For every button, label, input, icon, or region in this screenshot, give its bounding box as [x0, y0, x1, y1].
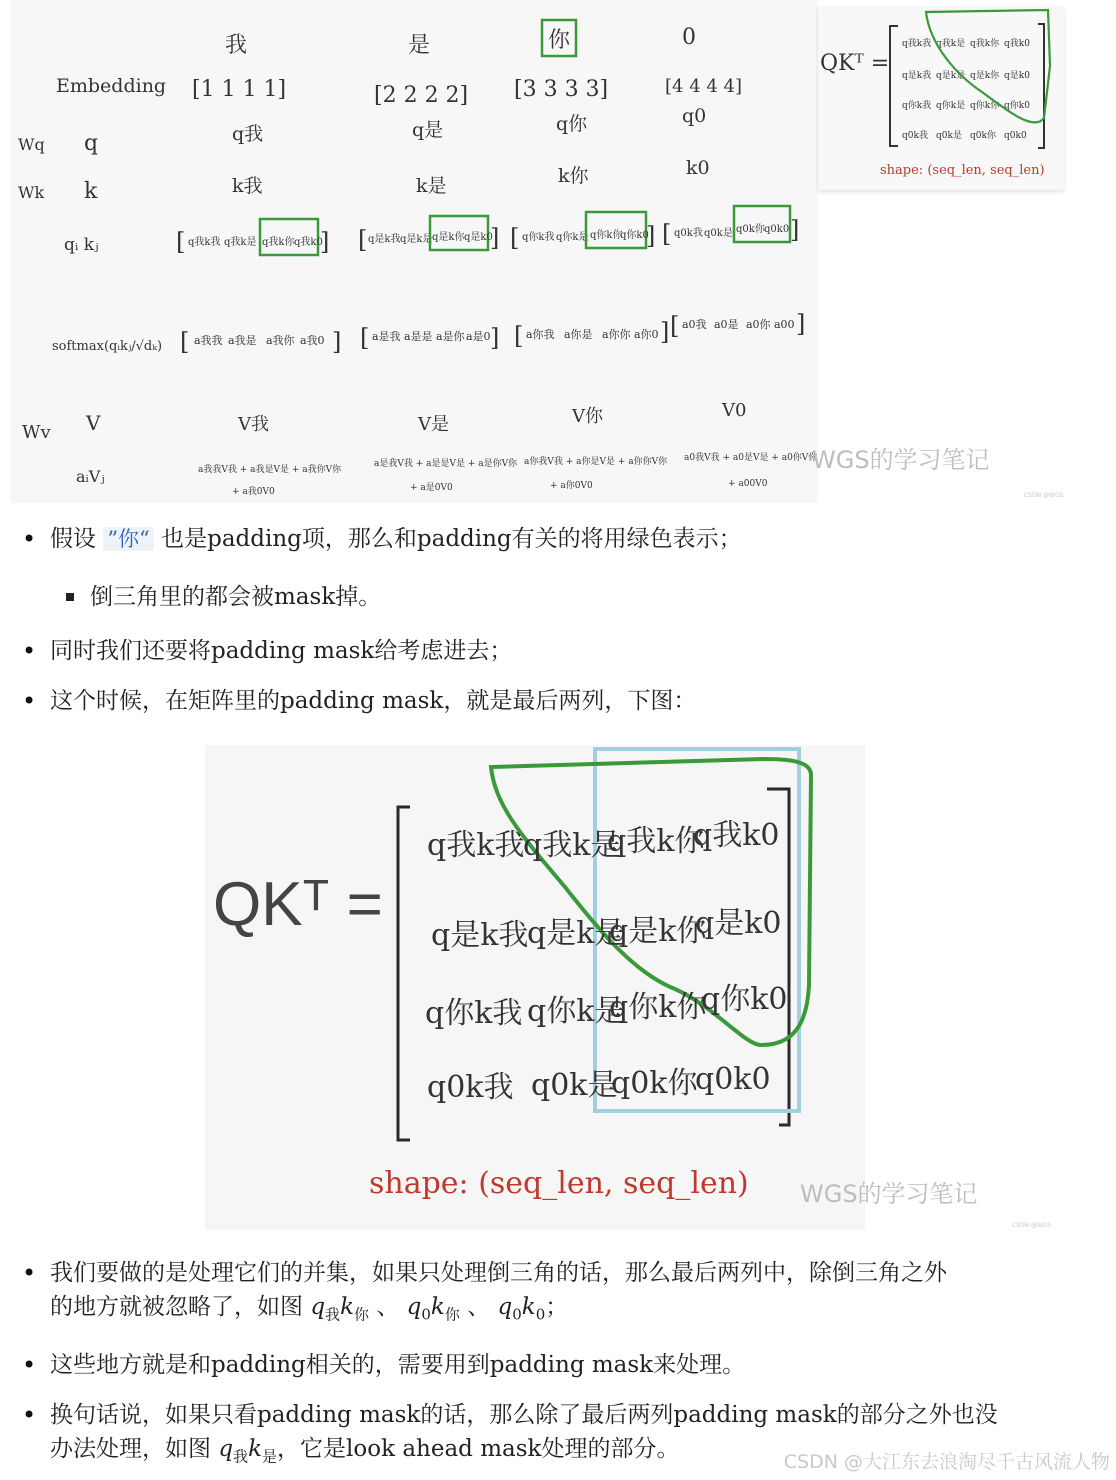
bullet-list-4 — [20, 1256, 1080, 1332]
softmax-value: a我你 — [266, 334, 295, 347]
svg-text:[: [ — [180, 328, 190, 356]
matrix-cell: q我k0 — [693, 818, 780, 853]
bullet-text: 我们要做的是处理它们的并集，如果只处理倒三角的话，那么最后两列中，除倒三角之外 — [50, 1260, 947, 1286]
mini-cell: q我k你 — [970, 39, 1000, 49]
v-value: V是 — [418, 414, 449, 435]
matrix-cell: q0k我 — [427, 1070, 514, 1105]
svg-text:]: ] — [320, 228, 330, 256]
matrix-cell: q0k0 — [695, 1062, 771, 1097]
bullet-list-3 — [20, 684, 1080, 718]
softmax-value: a你我 — [526, 328, 555, 341]
qk-value: q0k是 — [704, 228, 733, 239]
mini-cell: q是k是 — [936, 71, 966, 81]
bullet-text: 假设 — [50, 526, 104, 552]
token-label: 你 — [548, 28, 571, 53]
softmax-value: a是是 — [404, 330, 433, 343]
wk-label: Wk — [18, 183, 45, 202]
mini-cell: q是k你 — [970, 71, 1000, 81]
av-row-label: aᵢVⱼ — [76, 467, 105, 486]
q-value: q是 — [412, 119, 444, 141]
matrix-cell: q我k我 — [427, 828, 525, 863]
inline-code: ”你“ — [103, 527, 153, 551]
q-value: q我 — [232, 123, 264, 145]
mini-cell: q0k你 — [970, 131, 996, 141]
matrix-cell: q我k你 — [607, 824, 705, 859]
qkt-matrix-cells — [425, 818, 787, 1105]
svg-text:]: ] — [790, 216, 800, 244]
mini-shape-label: shape: (seq_len, seq_len) — [880, 163, 1045, 178]
bullet-text: 这个时候，在矩阵里的padding mask，就是最后两列，下图： — [50, 688, 697, 714]
softmax-value: a00 — [774, 318, 795, 331]
bullet-text: 的地方就被忽略了，如图 — [50, 1294, 311, 1320]
csdn-footer-watermark: CSDN @大江东去浪淘尽千古风流人物 — [783, 1451, 1110, 1473]
list-item — [20, 522, 1080, 556]
k-value: k你 — [558, 165, 589, 187]
v-value: V你 — [572, 406, 603, 427]
matrix-cell: q0k是 — [531, 1068, 618, 1103]
matrix-cell: q是k0 — [695, 906, 782, 941]
qk-row-label: qᵢ kⱼ — [64, 235, 99, 255]
attention-steps-figure — [10, 0, 818, 503]
svg-text:]: ] — [490, 224, 500, 252]
mini-cell: q是k0 — [1004, 71, 1030, 81]
k-value: k0 — [686, 157, 710, 179]
av-value: + a是0V0 — [410, 483, 453, 493]
mini-cell: q你k我 — [902, 101, 932, 111]
mini-cell: q你k是 — [936, 101, 966, 111]
av-value: a0我V我 + a0是V是 + a0你V你 — [684, 453, 818, 463]
qk-value: q你k你 — [590, 230, 623, 241]
qk-value: q0k我 — [674, 228, 703, 239]
q-row-label: q — [84, 131, 99, 156]
av-value: + a00V0 — [728, 479, 768, 489]
embedding-value: [3 3 3 3] — [514, 77, 609, 102]
qk-value: q我k我 — [188, 237, 221, 248]
qk-value: q是k是 — [400, 234, 433, 245]
mini-cell: q我k0 — [1004, 39, 1030, 49]
matrix-cell: q我k是 — [523, 828, 621, 863]
bullet-list-5 — [20, 1348, 1080, 1382]
av-value: a你我V我 + a你是V是 + a你你V你 — [524, 457, 668, 467]
token-label: 是 — [408, 33, 431, 58]
v-value: V0 — [722, 400, 747, 421]
bullet-list-2 — [20, 634, 1080, 668]
mini-cell: q是k我 — [902, 71, 932, 81]
qk-value: q你k0 — [620, 230, 649, 241]
q-value: q你 — [556, 113, 588, 135]
matrix-cell: q是k我 — [431, 918, 529, 953]
k-row-label: k — [84, 179, 98, 204]
svg-text:[: [ — [514, 322, 524, 350]
svg-text:[: [ — [670, 312, 680, 340]
softmax-value: a你是 — [564, 328, 593, 341]
v-value: V我 — [238, 414, 269, 435]
math-expr: $q_我k_你$ — [310, 1294, 370, 1324]
matrix-cell: q0k你 — [611, 1066, 698, 1101]
mini-cell: q0k是 — [936, 131, 962, 141]
softmax-row-label: softmax(qᵢkⱼ/√dₖ) — [52, 339, 163, 354]
list-item: • 换句话说，如果只看padding mask的话，那么除了最后两列padding mask的部分之外也没 办法处理，如图 $q_我k_是$，它是look ahead mask处理的部分。 — [20, 1398, 1080, 1474]
mini-cell: q0k我 — [902, 131, 928, 141]
mini-cell: q我k我 — [902, 39, 932, 49]
bullet-text: 换句话说，如果只看padding mask的话，那么除了最后两列padding mask的部分之外也没 — [50, 1402, 998, 1428]
mini-cell: q0k0 — [1004, 131, 1027, 141]
qk-value: q你k我 — [522, 232, 555, 243]
watermark-tiny: CSDN @WGS — [1012, 1222, 1052, 1229]
av-value: a我我V我 + a我是V是 + a我你V你 — [198, 465, 342, 475]
svg-text:]: ] — [646, 222, 656, 250]
k-value: k是 — [416, 175, 447, 197]
av-value: + a我0V0 — [232, 487, 275, 497]
embedding-value: [2 2 2 2] — [374, 83, 469, 108]
mini-cell: q我k是 — [936, 39, 966, 49]
svg-text:[: [ — [358, 226, 368, 254]
qkt-matrix-figure — [205, 745, 865, 1230]
embedding-value: [1 1 1 1] — [192, 77, 287, 102]
softmax-value: a我是 — [228, 334, 257, 347]
mini-matrix — [902, 37, 1030, 141]
softmax-value: a是0 — [466, 330, 491, 343]
bullet-text: 也是padding项，那么和padding有关的将用绿色表示； — [153, 526, 742, 552]
qk-value: q你k是 — [556, 232, 589, 243]
attention-steps-drawing — [10, 0, 818, 503]
v-row-label: V — [86, 411, 101, 435]
list-item — [20, 1348, 1080, 1382]
bullet-text: 这些地方就是和padding相关的，需要用到padding mask来处理。 — [50, 1352, 746, 1378]
list-item — [20, 634, 1080, 668]
math-expr: $q_0k_你$ — [406, 1294, 460, 1324]
softmax-value: a0我 — [682, 318, 707, 331]
softmax-value: a是我 — [372, 330, 401, 343]
matrix-cell: q是k你 — [609, 914, 707, 949]
matrix-cell: q是k是 — [527, 916, 625, 951]
k-value: k我 — [232, 175, 263, 197]
qkt-matrix-drawing — [205, 745, 865, 1230]
matrix-cell: q你k0 — [701, 982, 788, 1017]
qk-value: q我k你 — [262, 237, 295, 248]
svg-text:]: ] — [490, 324, 500, 352]
qk-value: q是k你 — [432, 232, 465, 243]
softmax-value: a你0 — [634, 328, 659, 341]
softmax-value: a0你 — [746, 318, 771, 331]
token-label: 我 — [225, 33, 248, 58]
av-value: a是我V我 + a是是V是 + a是你V你 — [374, 459, 518, 469]
softmax-value: a你你 — [602, 328, 631, 341]
qkt-label: QKᵀ = — [820, 51, 890, 76]
matrix-cell: q你k是 — [527, 994, 625, 1029]
softmax-value: a我我 — [194, 334, 223, 347]
svg-text:[: [ — [176, 228, 186, 256]
softmax-value: a我0 — [300, 334, 325, 347]
sub-list-item: 倒三角里的都会被mask掉。 — [62, 580, 381, 614]
qkt-big-label: QKᵀ = — [213, 870, 383, 939]
matrix-cell: q你k我 — [425, 996, 523, 1031]
bullet-list-1 — [20, 522, 1080, 556]
wq-label: Wq — [18, 135, 45, 154]
matrix-cell: q你k你 — [609, 990, 707, 1025]
softmax-value: a0是 — [714, 318, 739, 331]
left-bracket — [398, 807, 410, 1140]
qk-value: q是k我 — [368, 234, 401, 245]
shape-label: shape: (seq_len, seq_len) — [369, 1166, 749, 1201]
svg-text:[: [ — [510, 224, 520, 252]
list-item: • 我们要做的是处理它们的并集，如果只处理倒三角的话，那么最后两列中，除倒三角之外 的地方就被忽略了，如图 $q_我k_你$ 、 $q_0k_你$ 、 $q_0k_0$； — [20, 1256, 1080, 1332]
watermark-tiny: CSDN @WGS — [1024, 492, 1064, 499]
watermark: WGS的学习笔记 — [800, 1180, 978, 1208]
math-expr: $q_我k_是$ — [218, 1436, 278, 1466]
math-expr: $q_0k_0$ — [497, 1294, 546, 1324]
svg-text:]: ] — [332, 328, 342, 356]
av-value: + a你0V0 — [550, 481, 593, 491]
q-value: q0 — [682, 105, 707, 127]
bullet-text: 办法处理，如图 — [50, 1436, 219, 1462]
qkt-mini-figure — [818, 6, 1064, 190]
token-label: 0 — [682, 25, 696, 50]
qk-value: q是k0 — [464, 232, 493, 243]
mini-cell: q你k你 — [970, 101, 1000, 111]
softmax-value: a是你 — [436, 330, 465, 343]
list-item — [20, 684, 1080, 718]
qk-value: q我k0 — [294, 237, 323, 248]
qk-value: q0k你 — [736, 224, 765, 235]
mini-cell: q你k0 — [1004, 101, 1030, 111]
watermark: WGS的学习笔记 — [812, 446, 990, 474]
wv-label: Wv — [22, 422, 51, 443]
qk-value: q0k0 — [764, 224, 790, 235]
embedding-row-label: Embedding — [56, 75, 167, 97]
svg-text:]: ] — [660, 318, 670, 346]
embedding-value: [4 4 4 4] — [665, 76, 743, 97]
bullet-text: 同时我们还要将padding mask给考虑进去； — [50, 638, 513, 664]
svg-text:[: [ — [360, 324, 370, 352]
svg-text:]: ] — [796, 310, 806, 338]
svg-text:[: [ — [662, 220, 672, 248]
qk-value: q我k是 — [224, 237, 257, 248]
